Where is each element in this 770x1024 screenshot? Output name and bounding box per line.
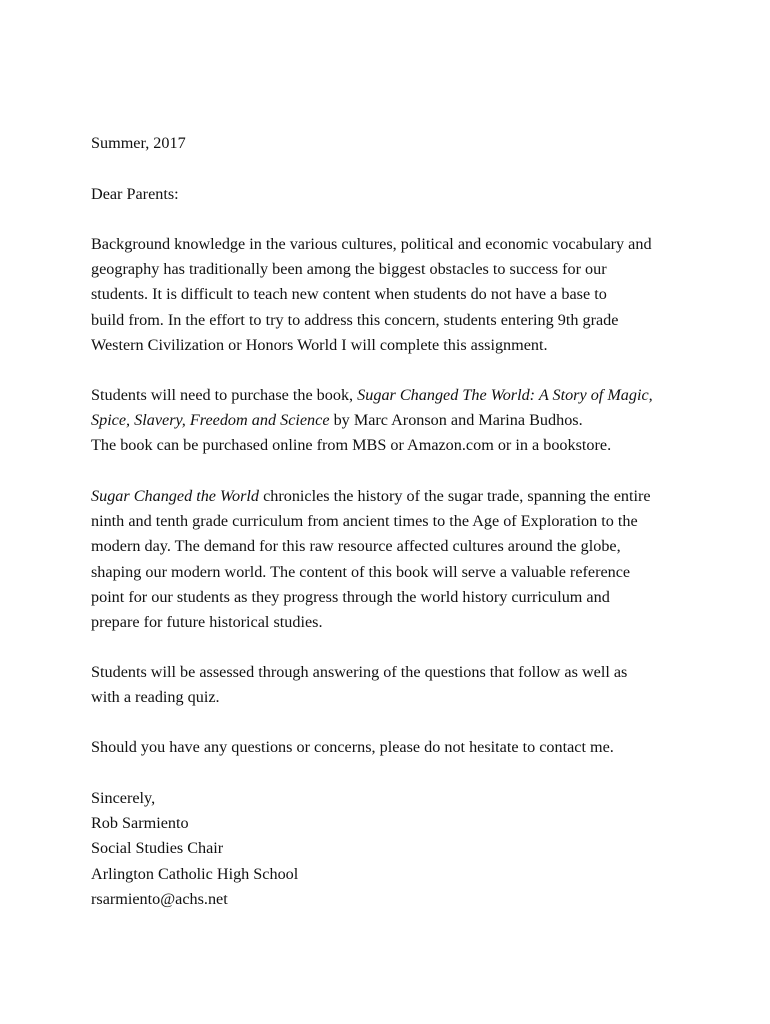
paragraph-line: Western Civilization or Honors World I will complete this assignment. bbox=[91, 335, 548, 354]
paragraph-book-purchase bbox=[91, 383, 691, 459]
paragraph-background bbox=[91, 232, 691, 358]
letter-salutation bbox=[91, 182, 691, 207]
paragraph-line: with a reading quiz. bbox=[91, 688, 220, 707]
paragraph-contact bbox=[91, 735, 691, 760]
paragraph-line bbox=[91, 408, 691, 433]
letter-date bbox=[91, 131, 691, 156]
paragraph-line: geography has traditionally been among the biggest obstacles to success for our bbox=[91, 260, 607, 279]
date-line: Summer, 2017 bbox=[91, 134, 186, 152]
paragraph-line: Students will be assessed through answering of the questions that follow as well as bbox=[91, 663, 628, 681]
paragraph-line: modern day. The demand for this raw resource affected cultures around the globe, bbox=[91, 537, 621, 556]
text-run: Students will need to purchase the book, bbox=[91, 386, 358, 404]
signer-name: Rob Sarmiento bbox=[91, 814, 189, 833]
paragraph-line: shaping our modern world. The content of this book will serve a valuable reference bbox=[91, 562, 631, 581]
book-title: Spice, Slavery, Freedom and Science bbox=[91, 411, 330, 430]
paragraph-line: ninth and tenth grade curriculum from ancient times to the Age of Exploration to the bbox=[91, 512, 638, 531]
paragraph-line: Background knowledge in the various cultures, political and economic vocabulary and bbox=[91, 235, 652, 253]
paragraph-line bbox=[91, 484, 691, 509]
signer-title: Social Studies Chair bbox=[91, 839, 224, 858]
text-run: by Marc Aronson and Marina Budhos. bbox=[329, 411, 583, 430]
paragraph-line: build from. In the effort to try to address this concern, students entering 9th grade bbox=[91, 310, 619, 329]
paragraph-line bbox=[91, 383, 691, 408]
salutation-line: Dear Parents: bbox=[91, 185, 179, 203]
book-title: Sugar Changed the World bbox=[91, 487, 260, 505]
paragraph-line: prepare for future historical studies. bbox=[91, 612, 323, 631]
paragraph-line: point for our students as they progress through the world history curriculum and bbox=[91, 587, 610, 606]
letter-closing bbox=[91, 786, 691, 912]
paragraph-line: students. It is difficult to teach new content when students do not have a base to bbox=[91, 285, 607, 304]
valediction: Sincerely, bbox=[91, 789, 156, 807]
paragraph-line: The book can be purchased online from MBS or Amazon.com or in a bookstore. bbox=[91, 436, 612, 455]
book-title: Sugar Changed The World: A Story of Magic, bbox=[357, 386, 653, 404]
paragraph-book-summary bbox=[91, 484, 691, 635]
signer-school: Arlington Catholic High School bbox=[91, 864, 299, 883]
paragraph-assessment bbox=[91, 660, 691, 710]
paragraph-line: Should you have any questions or concerns, please do not hesitate to contact me. bbox=[91, 738, 614, 756]
text-run: chronicles the history of the sugar trade, spanning the entire bbox=[259, 487, 651, 505]
signer-email: rsarmiento@achs.net bbox=[91, 889, 228, 908]
